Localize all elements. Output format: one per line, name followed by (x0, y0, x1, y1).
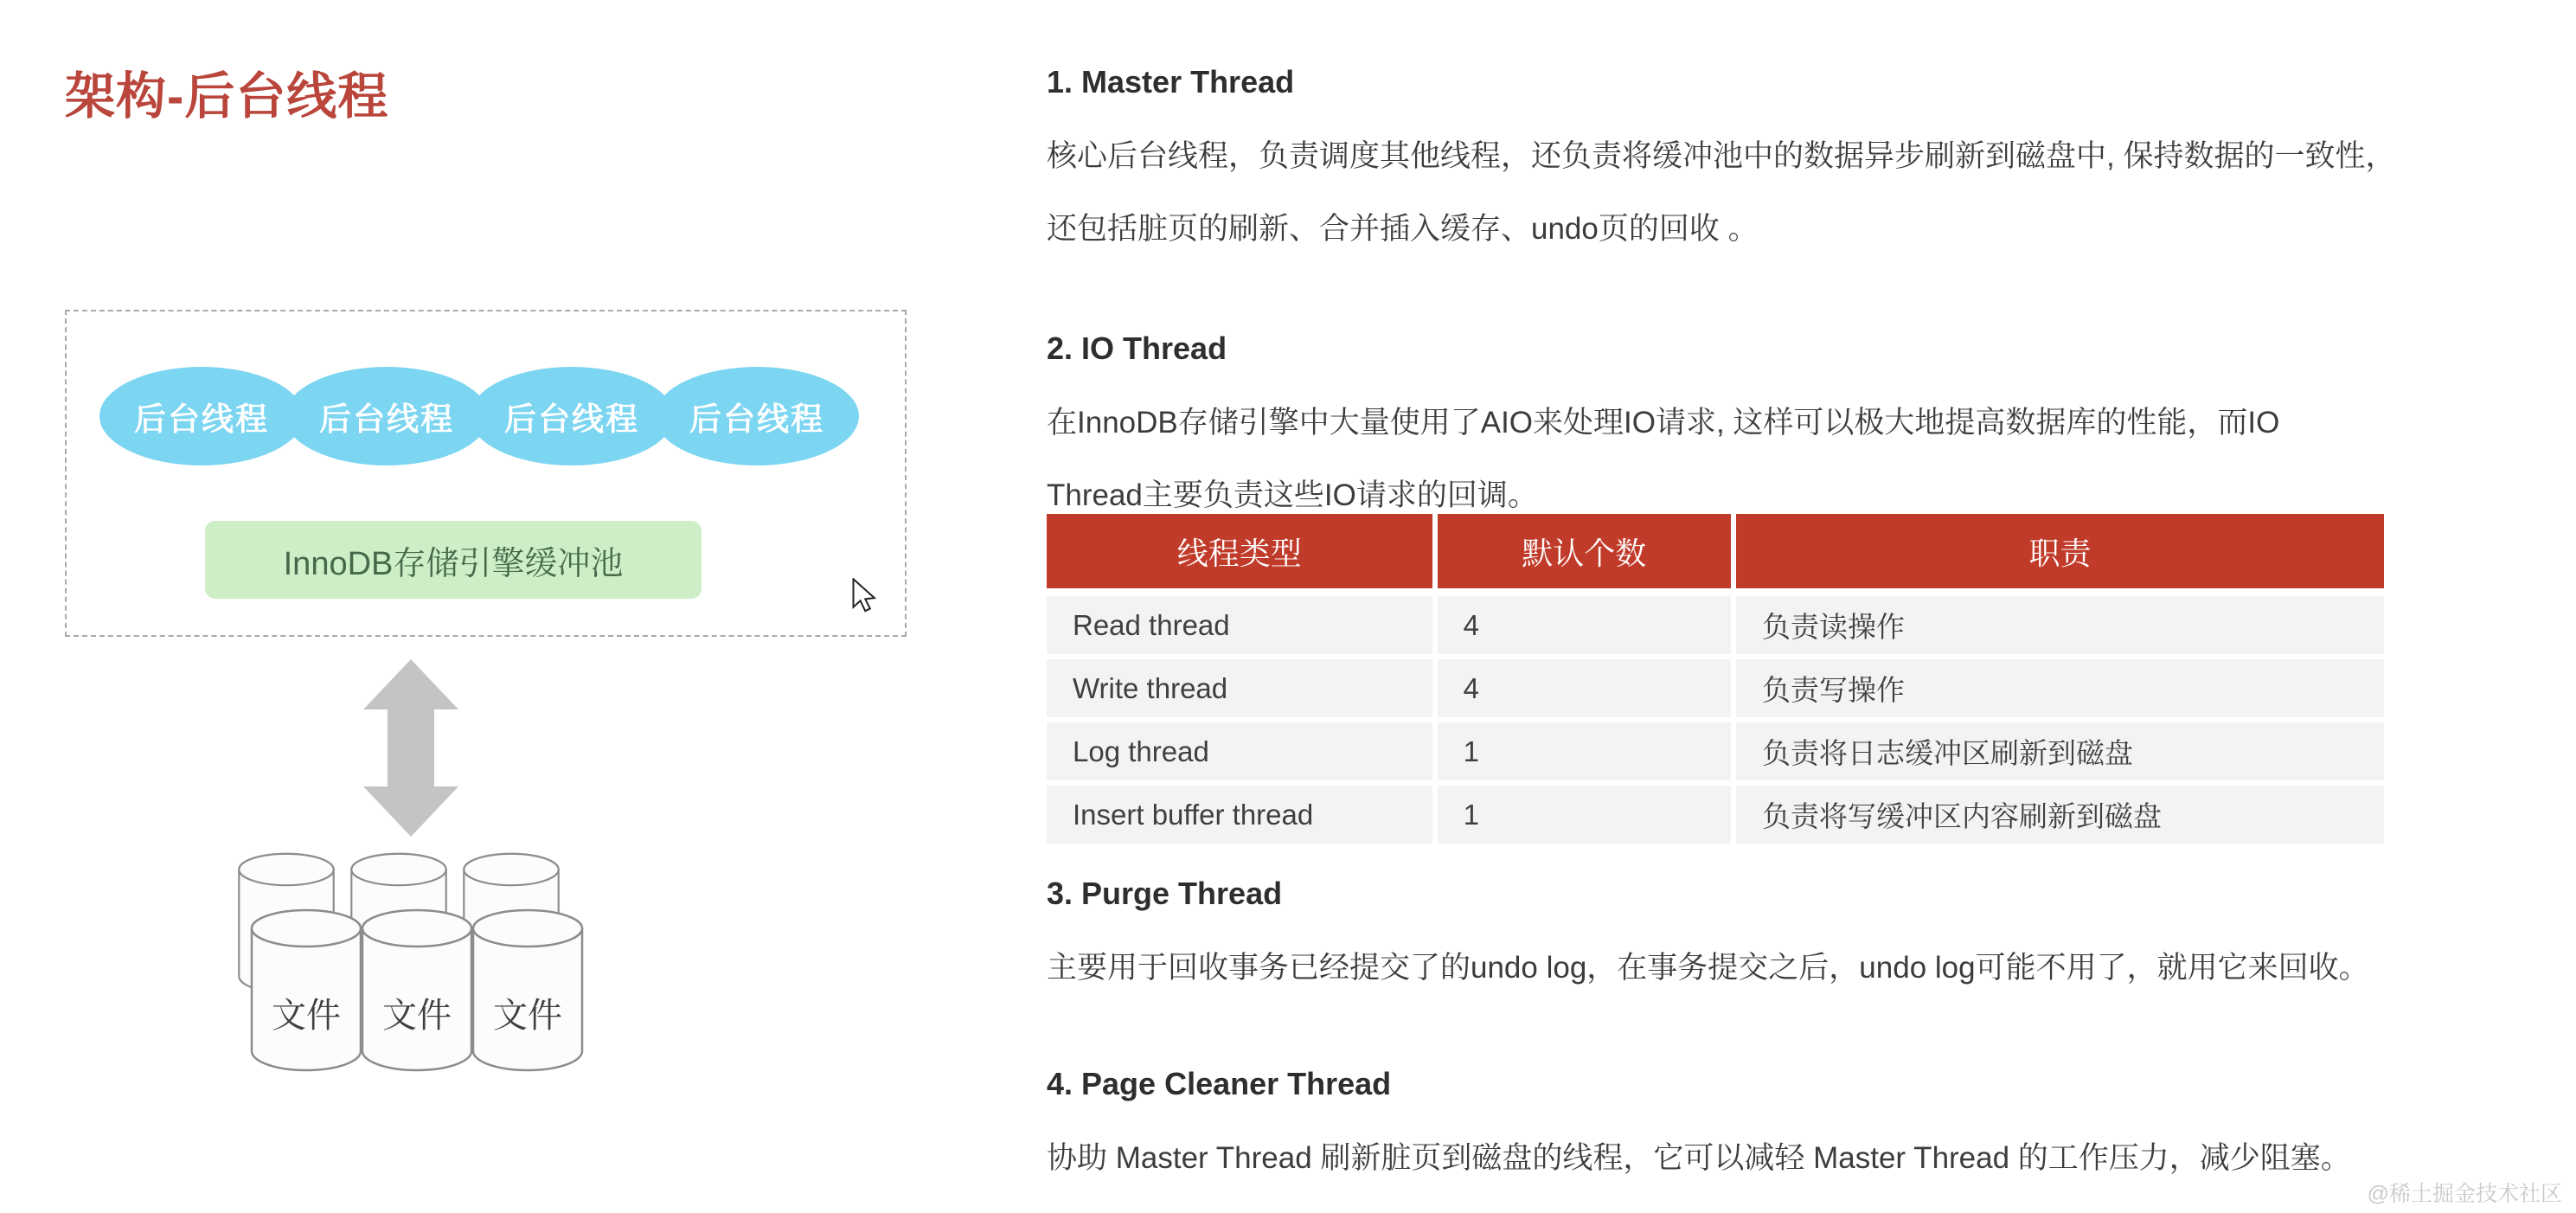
file-cylinders (223, 844, 604, 1103)
table-row (1047, 720, 2384, 783)
io-thread-table (1047, 514, 2384, 849)
cell-duty: 负责将日志缓冲区刷新到磁盘 (1733, 720, 2384, 783)
file-label: 文件 (493, 997, 562, 1035)
table-row (1047, 657, 2384, 720)
file-label: 文件 (382, 997, 452, 1035)
mouse-cursor-icon (849, 578, 879, 613)
cell-thread-type: Write thread (1047, 657, 1435, 720)
buffer-pool-box: InnoDB存储引擎缓冲池 (205, 521, 702, 599)
page-title: 架构-后台线程 (65, 68, 389, 125)
table-header-default-count: 默认个数 (1435, 514, 1733, 593)
thread-ellipse: 后台线程 (655, 367, 859, 465)
background-threads-diagram (65, 310, 907, 637)
section-purge-thread (1047, 872, 2569, 1004)
cell-duty: 负责读操作 (1733, 593, 2384, 658)
thread-ellipse: 后台线程 (285, 367, 489, 465)
thread-ellipse: 后台线程 (99, 367, 304, 465)
cell-thread-type: Insert buffer thread (1047, 783, 1435, 846)
double-arrow-icon (363, 659, 458, 837)
section-io-thread (1047, 327, 2569, 532)
section-heading: 2. IO Thread (1047, 331, 1227, 366)
section-master-thread (1047, 61, 2569, 266)
cell-default-count: 4 (1435, 593, 1733, 658)
cell-thread-type: Read thread (1047, 593, 1435, 658)
section-heading: 4. Page Cleaner Thread (1047, 1066, 1392, 1101)
table-header-thread-type: 线程类型 (1047, 514, 1435, 593)
section-text-line: Thread主要负责这些IO请求的回调。 (1047, 478, 1538, 512)
section-text-line: 协助 Master Thread 刷新脏页到磁盘的线程，它可以减轻 Master Thread 的工作压力，减少阻塞。 (1047, 1141, 2351, 1175)
cell-default-count: 4 (1435, 657, 1733, 720)
cylinder-icon (252, 910, 361, 1070)
cell-default-count: 1 (1435, 783, 1733, 846)
cell-default-count: 1 (1435, 720, 1733, 783)
section-text-line: 还包括脏页的刷新、合并插入缓存、undo页的回收 。 (1047, 212, 1759, 246)
watermark: @稀土掘金技术社区 (2367, 1182, 2562, 1206)
thread-ellipse: 后台线程 (470, 367, 674, 465)
section-text-line: 在InnoDB存储引擎中大量使用了AIO来处理IO请求, 这样可以极大地提高数据库的性能，而IO (1047, 406, 2280, 440)
section-heading: 3. Purge Thread (1047, 876, 1283, 911)
file-label: 文件 (272, 997, 341, 1035)
section-page-cleaner-thread (1047, 1062, 2569, 1195)
cell-thread-type: Log thread (1047, 720, 1435, 783)
table-header-row (1047, 514, 2384, 593)
cylinder-icon (362, 910, 471, 1070)
section-text-line: 核心后台线程，负责调度其他线程，还负责将缓冲池中的数据异步刷新到磁盘中, 保持数据的一致性， (1047, 139, 2396, 173)
section-text-line: 主要用于回收事务已经提交了的undo log，在事务提交之后，undo log可能不用了，就用它来回收。 (1047, 951, 2369, 985)
cylinder-icon (473, 910, 582, 1070)
table-row (1047, 783, 2384, 846)
cell-duty: 负责写操作 (1733, 657, 2384, 720)
table-row (1047, 593, 2384, 658)
section-heading: 1. Master Thread (1047, 64, 1295, 99)
table-header-duty: 职责 (1733, 514, 2384, 593)
cell-duty: 负责将写缓冲区内容刷新到磁盘 (1733, 783, 2384, 846)
